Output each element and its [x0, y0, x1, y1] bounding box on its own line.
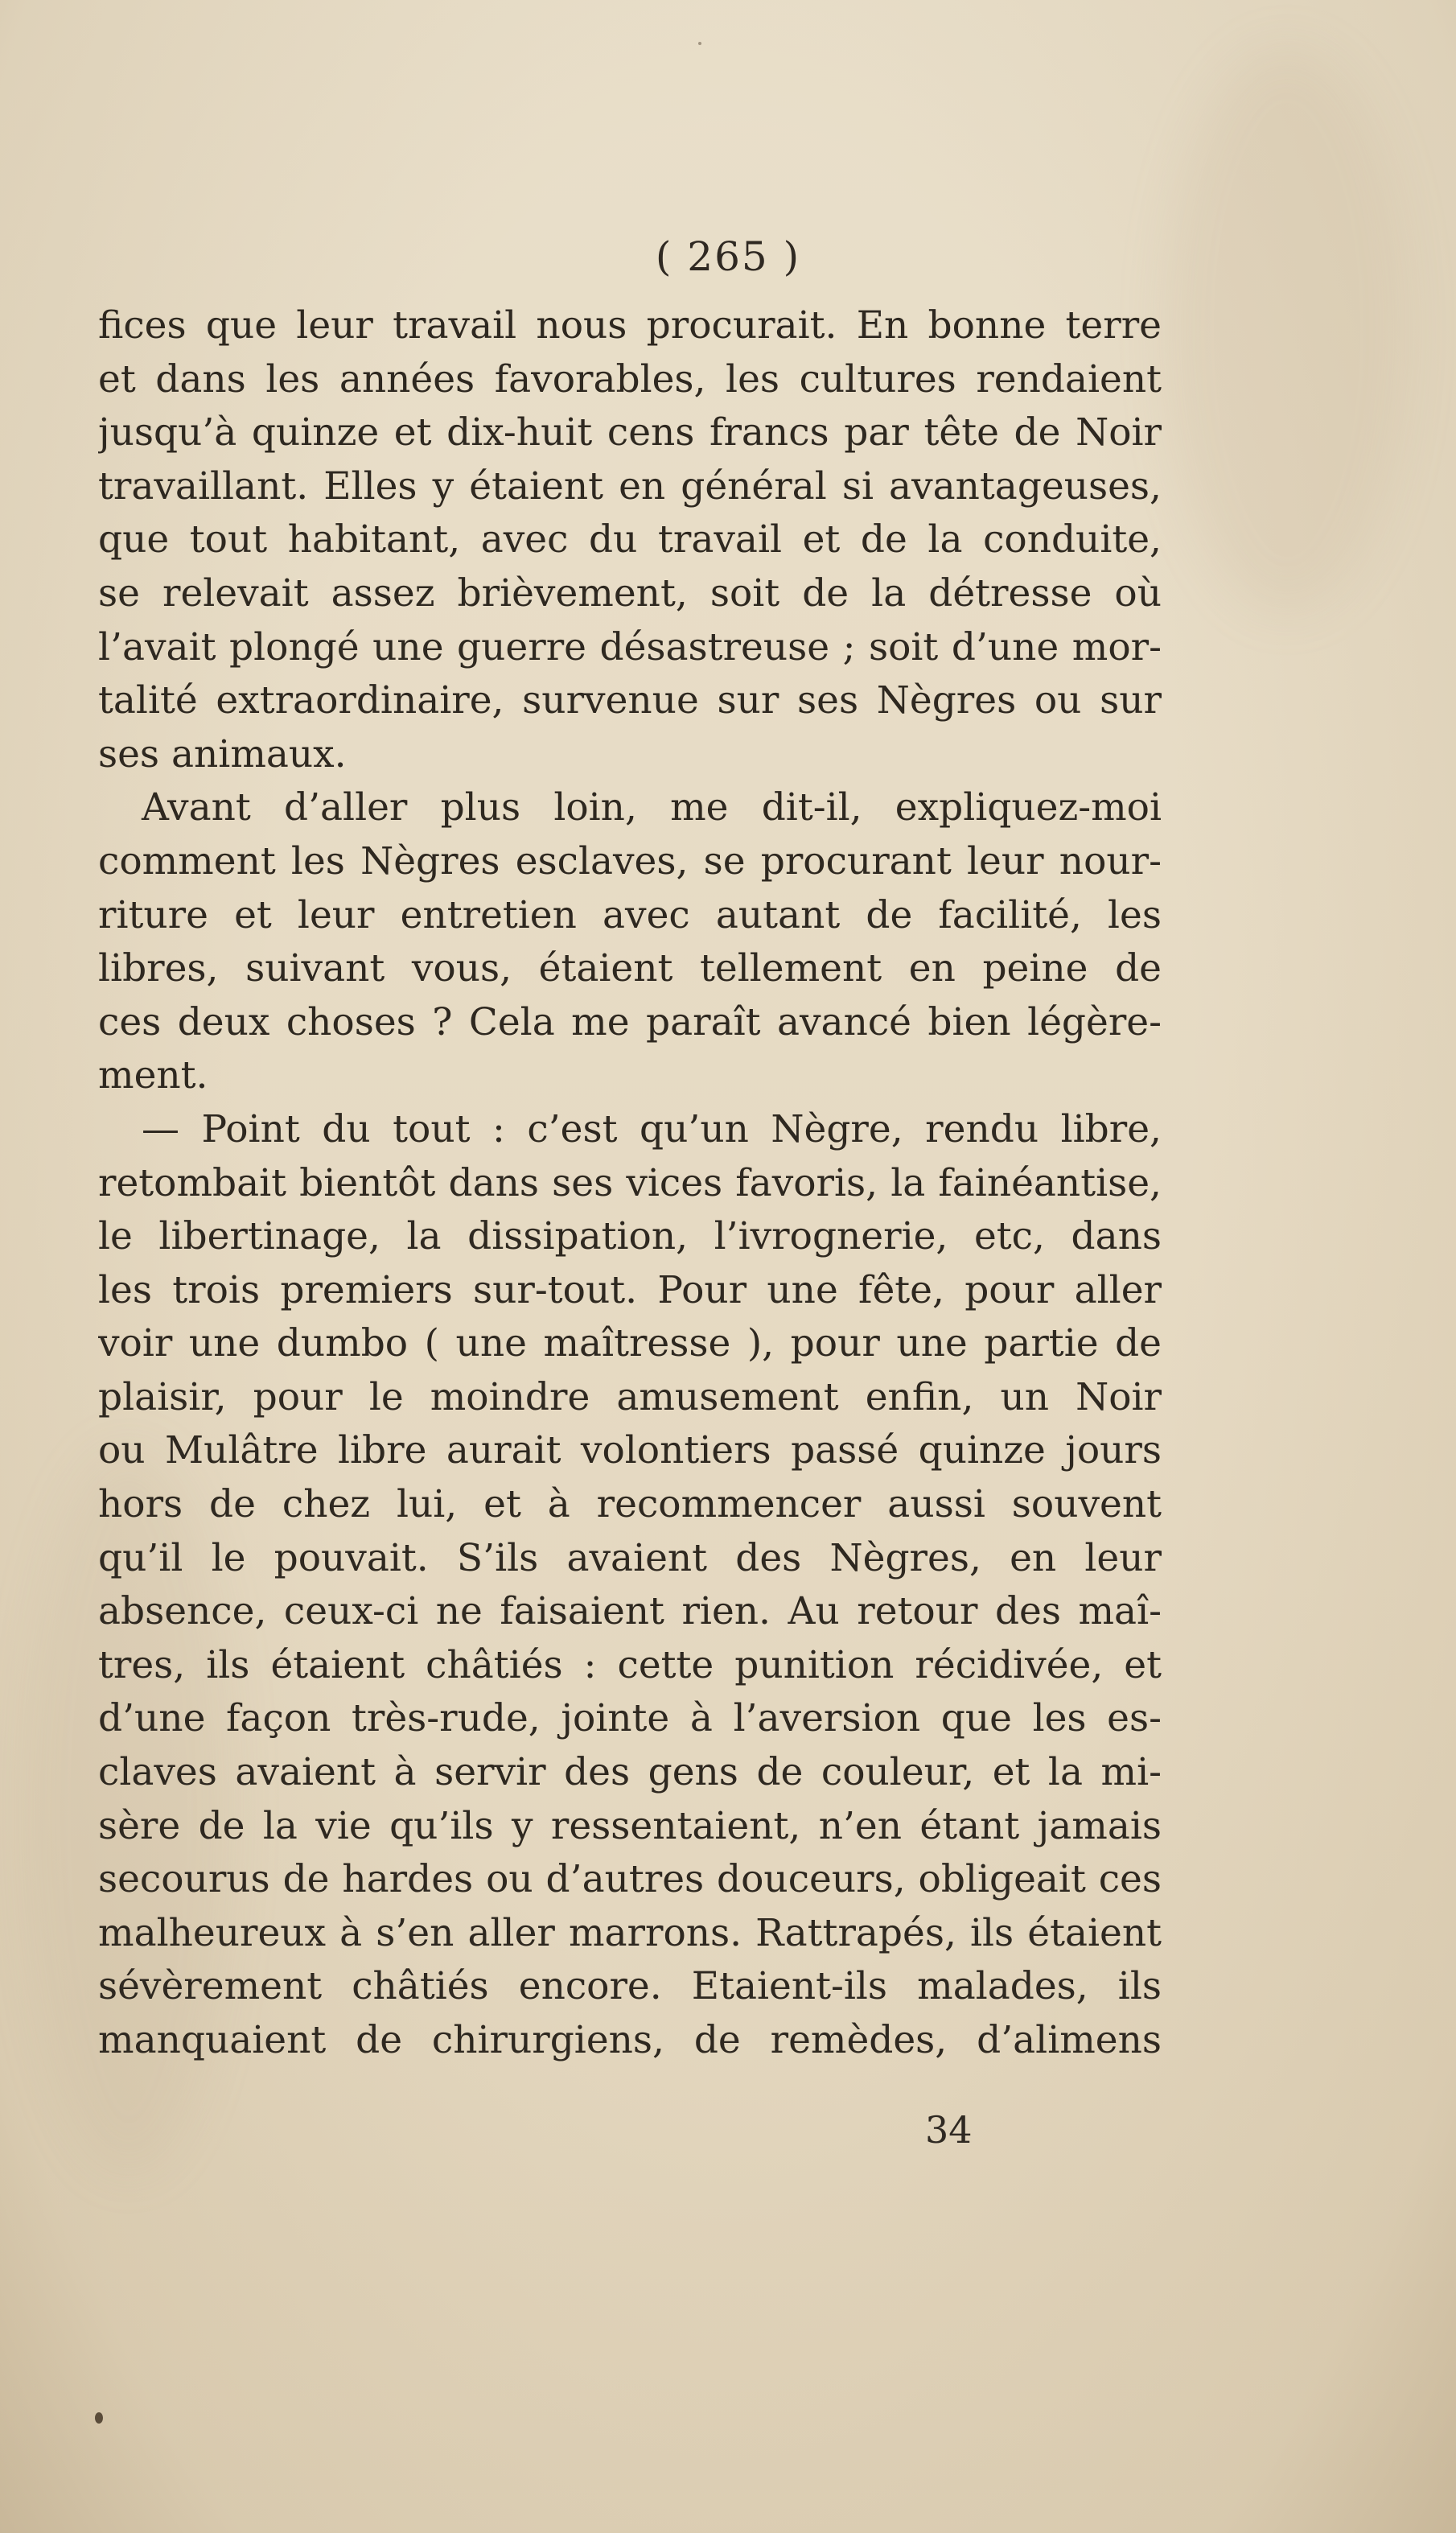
text-line: et dans les années favorables, les cultures rendaient	[98, 356, 1162, 402]
text-line: absence, ceux-ci ne faisaient rien. Au retour des maî-	[98, 1589, 1162, 1634]
text-line: d’une façon très-rude, jointe à l’aversion que les es-	[98, 1696, 1162, 1741]
text-line: ces deux choses ? Cela me paraît avancé bien légère-	[98, 999, 1162, 1044]
text-line: jusqu’à quinze et dix-huit cens francs par tête de Noir	[98, 410, 1162, 455]
text-line: riture et leur entretien avec autant de facilité, les	[98, 892, 1162, 937]
text-line: voir une dumbo ( une maîtresse ), pour une partie de	[98, 1321, 1162, 1366]
text-line: fices que leur travail nous procurait. En bonne terre	[98, 303, 1162, 348]
text-line: le libertinage, la dissipation, l’ivrognerie, etc, dans	[98, 1214, 1162, 1259]
text-line: manquaient de chirurgiens, de remèdes, d’alimens	[98, 2018, 1162, 2062]
text-line: hors de chez lui, et à recommencer aussi souvent	[98, 1482, 1162, 1527]
text-line: ses animaux.	[98, 731, 347, 776]
body-text	[98, 299, 1162, 2068]
paper-stain	[1166, 48, 1408, 612]
text-line: sévèrement châtiés encore. Etaient-ils malades, ils	[98, 1964, 1162, 2009]
page-number-header: ( 265 )	[655, 233, 801, 280]
text-line: talité extraordinaire, survenue sur ses Nègres ou sur	[98, 678, 1162, 723]
text-line: libres, suivant vous, étaient tellement en peine de	[98, 946, 1162, 991]
text-line: claves avaient à servir des gens de couleur, et la mi-	[98, 1750, 1162, 1795]
text-line: les trois premiers sur-tout. Pour une fête, pour aller	[98, 1267, 1162, 1312]
text-line: — Point du tout : c’est qu’un Nègre, rendu libre,	[142, 1106, 1162, 1151]
text-line: sère de la vie qu’ils y ressentaient, n’en étant jamais	[98, 1803, 1162, 1848]
text-line: tres, ils étaient châtiés : cette punition récidivée, et	[98, 1642, 1162, 1687]
text-line: malheureux à s’en aller marrons. Rattrapés, ils étaient	[98, 1910, 1162, 1955]
text-line: ment.	[98, 1053, 208, 1098]
text-line: qu’il le pouvait. S’ils avaient des Nègres, en leur	[98, 1535, 1162, 1580]
text-line: se relevait assez brièvement, soit de la détresse où	[98, 570, 1162, 616]
text-line: secourus de hardes ou d’autres douceurs, obligeait ces	[98, 1857, 1162, 1902]
text-line: comment les Nègres esclaves, se procurant leur nour-	[98, 838, 1162, 883]
paper-speck	[95, 2412, 103, 2424]
text-line: travaillant. Elles y étaient en général si avantageuses,	[98, 463, 1162, 509]
text-line: retombait bientôt dans ses vices favoris, la fainéantise,	[98, 1160, 1162, 1205]
text-line: Avant d’aller plus loin, me dit-il, expliquez-moi	[142, 785, 1162, 830]
text-line: l’avait plongé une guerre désastreuse ; soit d’une mor-	[98, 624, 1162, 669]
text-line: que tout habitant, avec du travail et de la conduite,	[98, 517, 1162, 562]
text-line: ou Mulâtre libre aurait volontiers passé quinze jours	[98, 1428, 1162, 1473]
signature-mark: 34	[925, 2108, 973, 2152]
text-line: plaisir, pour le moindre amusement enfin, un Noir	[98, 1374, 1162, 1419]
paper-speck	[698, 42, 701, 45]
